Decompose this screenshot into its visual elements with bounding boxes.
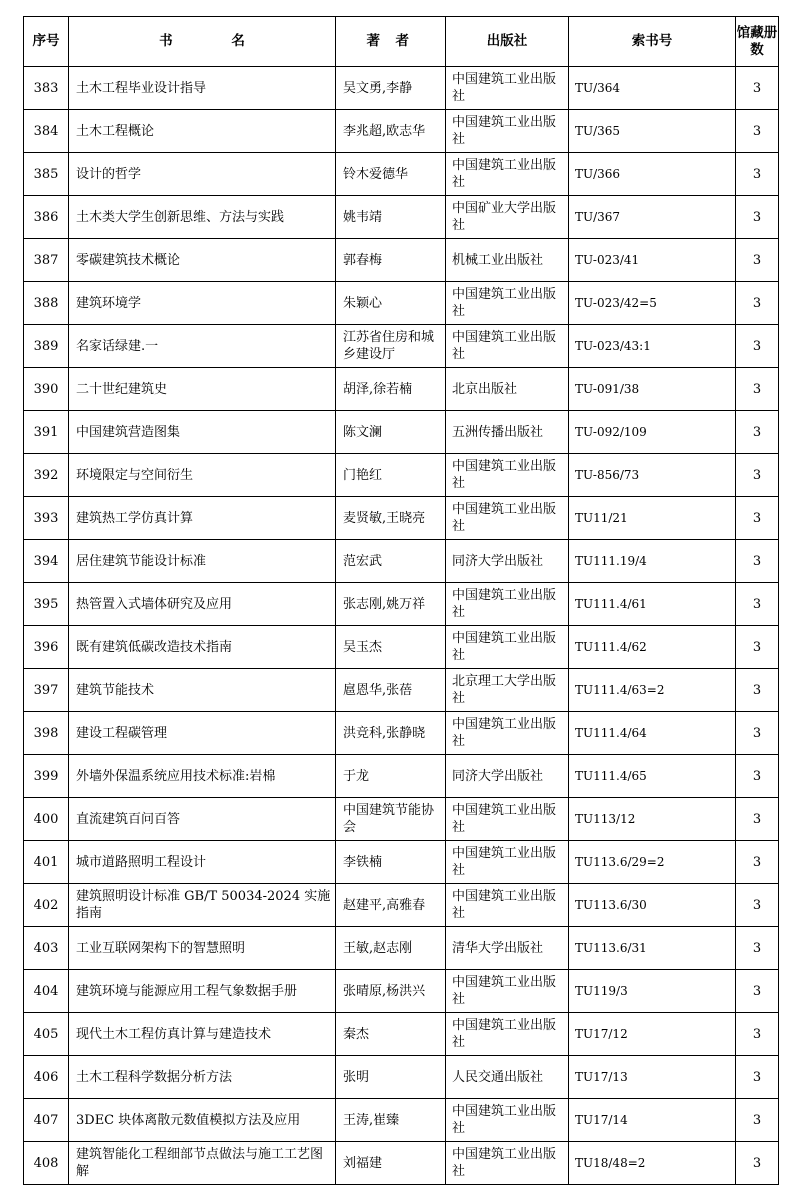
row-number: 400 [24, 798, 69, 841]
call-number: TU113.6/30 [569, 884, 736, 927]
row-number: 403 [24, 927, 69, 970]
row-number: 395 [24, 583, 69, 626]
row-number: 385 [24, 153, 69, 196]
row-number: 402 [24, 884, 69, 927]
call-number: TU17/13 [569, 1056, 736, 1099]
row-number: 394 [24, 540, 69, 583]
book-title: 建筑环境与能源应用工程气象数据手册 [69, 970, 336, 1013]
header-title [69, 17, 336, 67]
book-title: 建设工程碳管理 [69, 712, 336, 755]
row-number: 398 [24, 712, 69, 755]
header-author [336, 17, 446, 67]
row-number: 408 [24, 1142, 69, 1185]
row-number: 388 [24, 282, 69, 325]
book-publisher: 中国建筑工业出版社 [446, 497, 569, 540]
book-publisher: 中国建筑工业出版社 [446, 282, 569, 325]
copies-count: 3 [736, 1013, 779, 1056]
row-number: 391 [24, 411, 69, 454]
row-number: 386 [24, 196, 69, 239]
row-number: 392 [24, 454, 69, 497]
book-title: 建筑节能技术 [69, 669, 336, 712]
book-title: 二十世纪建筑史 [69, 368, 336, 411]
book-title: 居住建筑节能设计标准 [69, 540, 336, 583]
book-title: 建筑环境学 [69, 282, 336, 325]
call-number: TU17/12 [569, 1013, 736, 1056]
book-author: 秦杰 [336, 1013, 446, 1056]
table-row [24, 411, 779, 454]
call-number: TU111.4/62 [569, 626, 736, 669]
book-publisher: 中国建筑工业出版社 [446, 970, 569, 1013]
copies-count: 3 [736, 626, 779, 669]
book-publisher: 中国建筑工业出版社 [446, 454, 569, 497]
book-title: 3DEC 块体离散元数值模拟方法及应用 [69, 1099, 336, 1142]
book-title: 土木工程毕业设计指导 [69, 67, 336, 110]
table-row [24, 712, 779, 755]
table-row [24, 282, 779, 325]
table-row [24, 798, 779, 841]
book-publisher: 中国建筑工业出版社 [446, 1142, 569, 1185]
book-publisher: 同济大学出版社 [446, 540, 569, 583]
book-publisher: 中国建筑工业出版社 [446, 712, 569, 755]
table-row [24, 454, 779, 497]
book-publisher: 中国矿业大学出版社 [446, 196, 569, 239]
book-title: 土木类大学生创新思维、方法与实践 [69, 196, 336, 239]
book-author: 李铁楠 [336, 841, 446, 884]
book-publisher: 中国建筑工业出版社 [446, 153, 569, 196]
copies-count: 3 [736, 1056, 779, 1099]
row-number: 390 [24, 368, 69, 411]
table-row [24, 755, 779, 798]
row-number: 397 [24, 669, 69, 712]
copies-count: 3 [736, 67, 779, 110]
header-title-label: 书 名 [159, 33, 272, 49]
book-title: 土木工程科学数据分析方法 [69, 1056, 336, 1099]
book-author: 铃木爱德华 [336, 153, 446, 196]
book-publisher: 中国建筑工业出版社 [446, 325, 569, 368]
call-number: TU111.4/65 [569, 755, 736, 798]
header-author-label: 著 者 [366, 33, 415, 49]
book-title: 建筑热工学仿真计算 [69, 497, 336, 540]
table-row [24, 626, 779, 669]
book-publisher: 五洲传播出版社 [446, 411, 569, 454]
table-row [24, 153, 779, 196]
copies-count: 3 [736, 282, 779, 325]
row-number: 406 [24, 1056, 69, 1099]
call-number: TU119/3 [569, 970, 736, 1013]
table-row [24, 325, 779, 368]
table-row [24, 583, 779, 626]
book-publisher: 北京出版社 [446, 368, 569, 411]
book-publisher: 清华大学出版社 [446, 927, 569, 970]
row-number: 383 [24, 67, 69, 110]
row-number: 399 [24, 755, 69, 798]
header-call-number: 索书号 [569, 17, 736, 67]
call-number: TU-023/42=5 [569, 282, 736, 325]
book-publisher: 中国建筑工业出版社 [446, 798, 569, 841]
call-number: TU-023/43:1 [569, 325, 736, 368]
book-publisher: 人民交通出版社 [446, 1056, 569, 1099]
copies-count: 3 [736, 669, 779, 712]
table-body [24, 67, 779, 1185]
call-number: TU111.4/63=2 [569, 669, 736, 712]
table-header [24, 17, 779, 67]
copies-count: 3 [736, 1142, 779, 1185]
table-row [24, 110, 779, 153]
copies-count: 3 [736, 712, 779, 755]
book-author: 朱颖心 [336, 282, 446, 325]
book-publisher: 中国建筑工业出版社 [446, 626, 569, 669]
book-author: 范宏武 [336, 540, 446, 583]
table-row [24, 1013, 779, 1056]
copies-count: 3 [736, 196, 779, 239]
call-number: TU111.19/4 [569, 540, 736, 583]
book-publisher: 北京理工大学出版社 [446, 669, 569, 712]
call-number: TU/365 [569, 110, 736, 153]
book-title: 建筑照明设计标准 GB/T 50034-2024 实施指南 [69, 884, 336, 927]
book-author: 吴玉杰 [336, 626, 446, 669]
row-number: 401 [24, 841, 69, 884]
header-row [24, 17, 779, 67]
call-number: TU111.4/64 [569, 712, 736, 755]
call-number: TU/367 [569, 196, 736, 239]
header-publisher: 出版社 [446, 17, 569, 67]
row-number: 407 [24, 1099, 69, 1142]
table-row [24, 970, 779, 1013]
book-list-table [23, 16, 779, 1185]
book-title: 零碳建筑技术概论 [69, 239, 336, 282]
table-row [24, 1099, 779, 1142]
call-number: TU/364 [569, 67, 736, 110]
book-author: 王涛,崔臻 [336, 1099, 446, 1142]
book-publisher: 同济大学出版社 [446, 755, 569, 798]
copies-count: 3 [736, 755, 779, 798]
row-number: 404 [24, 970, 69, 1013]
book-author: 张晴原,杨洪兴 [336, 970, 446, 1013]
book-list-sheet [23, 16, 779, 1185]
book-publisher: 中国建筑工业出版社 [446, 110, 569, 153]
copies-count: 3 [736, 411, 779, 454]
book-author: 姚韦靖 [336, 196, 446, 239]
book-title: 工业互联网架构下的智慧照明 [69, 927, 336, 970]
row-number: 393 [24, 497, 69, 540]
book-publisher: 中国建筑工业出版社 [446, 841, 569, 884]
book-publisher: 中国建筑工业出版社 [446, 1099, 569, 1142]
copies-count: 3 [736, 540, 779, 583]
header-copies: 馆藏册数 [736, 17, 779, 67]
book-publisher: 中国建筑工业出版社 [446, 583, 569, 626]
row-number: 389 [24, 325, 69, 368]
book-title: 热管置入式墙体研究及应用 [69, 583, 336, 626]
book-title: 既有建筑低碳改造技术指南 [69, 626, 336, 669]
book-title: 外墙外保温系统应用技术标准:岩棉 [69, 755, 336, 798]
table-row [24, 1142, 779, 1185]
table-row [24, 1056, 779, 1099]
table-row [24, 196, 779, 239]
call-number: TU17/14 [569, 1099, 736, 1142]
table-row [24, 368, 779, 411]
book-author: 吴文勇,李静 [336, 67, 446, 110]
call-number: TU-856/73 [569, 454, 736, 497]
copies-count: 3 [736, 325, 779, 368]
book-author: 王敏,赵志刚 [336, 927, 446, 970]
book-title: 环境限定与空间衍生 [69, 454, 336, 497]
table-row [24, 884, 779, 927]
book-author: 陈文澜 [336, 411, 446, 454]
row-number: 387 [24, 239, 69, 282]
book-author: 扈恩华,张蓓 [336, 669, 446, 712]
book-publisher: 中国建筑工业出版社 [446, 67, 569, 110]
table-row [24, 497, 779, 540]
book-author: 郭春梅 [336, 239, 446, 282]
book-title: 土木工程概论 [69, 110, 336, 153]
copies-count: 3 [736, 970, 779, 1013]
copies-count: 3 [736, 583, 779, 626]
call-number: TU11/21 [569, 497, 736, 540]
copies-count: 3 [736, 153, 779, 196]
copies-count: 3 [736, 841, 779, 884]
book-author: 刘福建 [336, 1142, 446, 1185]
book-author: 张明 [336, 1056, 446, 1099]
book-publisher: 中国建筑工业出版社 [446, 884, 569, 927]
book-title: 建筑智能化工程细部节点做法与施工工艺图解 [69, 1142, 336, 1185]
book-author: 李兆超,欧志华 [336, 110, 446, 153]
row-number: 405 [24, 1013, 69, 1056]
book-author: 于龙 [336, 755, 446, 798]
book-author: 胡泽,徐若楠 [336, 368, 446, 411]
copies-count: 3 [736, 927, 779, 970]
book-author: 麦贤敏,王晓亮 [336, 497, 446, 540]
book-author: 张志刚,姚万祥 [336, 583, 446, 626]
book-title: 直流建筑百问百答 [69, 798, 336, 841]
copies-count: 3 [736, 110, 779, 153]
book-title: 城市道路照明工程设计 [69, 841, 336, 884]
copies-count: 3 [736, 884, 779, 927]
copies-count: 3 [736, 798, 779, 841]
table-row [24, 669, 779, 712]
call-number: TU113.6/31 [569, 927, 736, 970]
book-title: 现代土木工程仿真计算与建造技术 [69, 1013, 336, 1056]
call-number: TU113/12 [569, 798, 736, 841]
book-publisher: 机械工业出版社 [446, 239, 569, 282]
table-row [24, 540, 779, 583]
table-row [24, 67, 779, 110]
table-row [24, 841, 779, 884]
copies-count: 3 [736, 454, 779, 497]
copies-count: 3 [736, 368, 779, 411]
call-number: TU-092/109 [569, 411, 736, 454]
book-author: 赵建平,高雅春 [336, 884, 446, 927]
book-title: 名家话绿建.一 [69, 325, 336, 368]
book-author: 门艳红 [336, 454, 446, 497]
book-author: 中国建筑节能协会 [336, 798, 446, 841]
table-row [24, 927, 779, 970]
header-number: 序号 [24, 17, 69, 67]
call-number: TU/366 [569, 153, 736, 196]
book-author: 江苏省住房和城乡建设厅 [336, 325, 446, 368]
copies-count: 3 [736, 1099, 779, 1142]
book-title: 设计的哲学 [69, 153, 336, 196]
book-title: 中国建筑营造图集 [69, 411, 336, 454]
copies-count: 3 [736, 497, 779, 540]
book-publisher: 中国建筑工业出版社 [446, 1013, 569, 1056]
row-number: 384 [24, 110, 69, 153]
copies-count: 3 [736, 239, 779, 282]
table-row [24, 239, 779, 282]
row-number: 396 [24, 626, 69, 669]
call-number: TU-091/38 [569, 368, 736, 411]
call-number: TU113.6/29=2 [569, 841, 736, 884]
call-number: TU111.4/61 [569, 583, 736, 626]
call-number: TU-023/41 [569, 239, 736, 282]
book-author: 洪竞科,张静晓 [336, 712, 446, 755]
call-number: TU18/48=2 [569, 1142, 736, 1185]
